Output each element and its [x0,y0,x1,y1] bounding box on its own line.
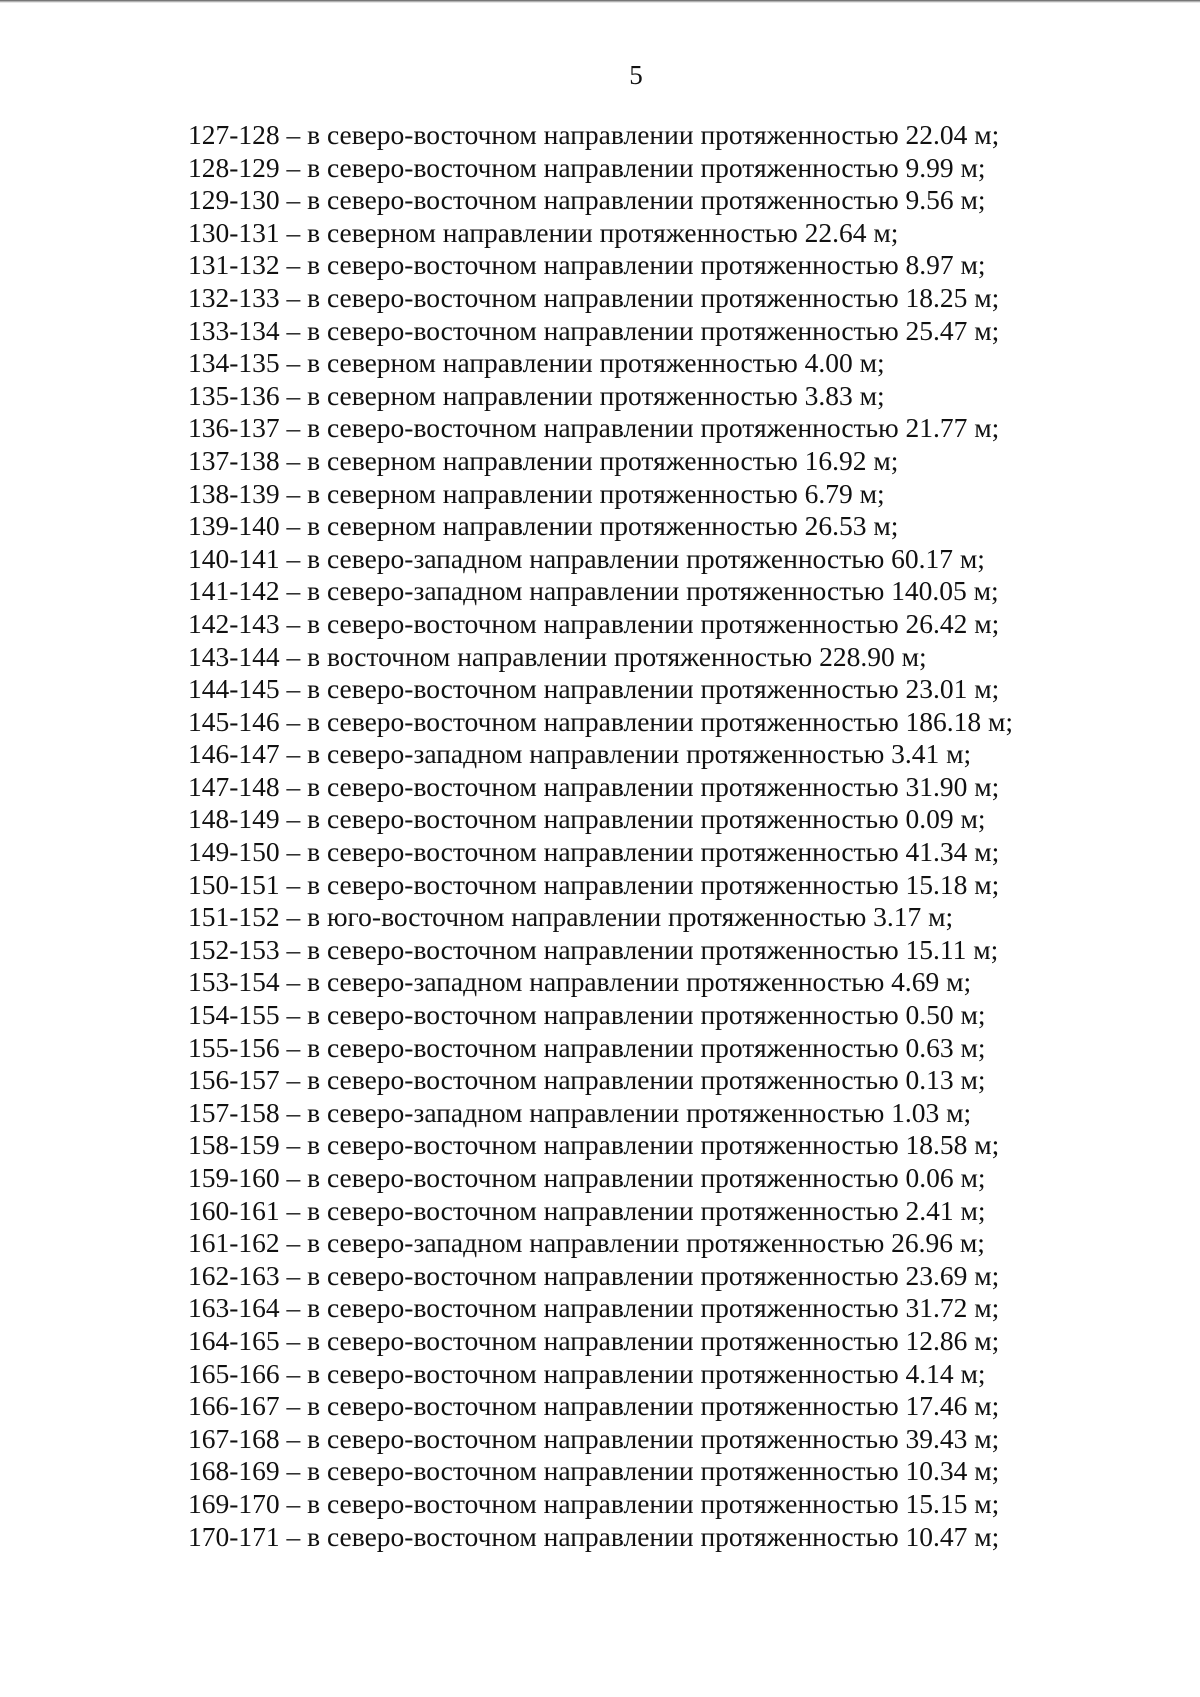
boundary-segment-line: 141-142 – в северо-западном направлении протяженностью 140.05 м; [188,575,999,607]
boundary-segment-line: 162-163 – в северо-восточном направлении протяженностью 23.69 м; [188,1259,1000,1291]
boundary-segment-line: 139-140 – в северном направлении протяженностью 26.53 м; [188,510,899,542]
boundary-segment-line: 170-171 – в северо-восточном направлении протяженностью 10.47 м; [188,1520,1000,1552]
boundary-segment-line: 127-128 – в северо-восточном направлении протяженностью 22.04 м; [188,119,1000,150]
boundary-segment-line: 132-133 – в северо-восточном направлении протяженностью 18.25 м; [188,281,1000,313]
boundary-segment-line: 144-145 – в северо-восточном направлении протяженностью 23.01 м; [188,673,1000,705]
boundary-segment-line: 151-152 – в юго-восточном направлении протяженностью 3.17 м; [188,901,954,933]
boundary-segment-line: 157-158 – в северо-западном направлении протяженностью 1.03 м; [188,1096,972,1128]
boundary-segment-line: 145-146 – в северо-восточном направлении протяженностью 186.18 м; [188,705,1014,737]
boundary-segment-line: 133-134 – в северо-восточном направлении протяженностью 25.47 м; [188,314,1000,346]
boundary-segment-line: 154-155 – в северо-восточном направлении протяженностью 0.50 м; [188,999,986,1031]
boundary-segment-line: 150-151 – в северо-восточном направлении протяженностью 15.18 м; [188,868,1000,900]
boundary-segment-line: 152-153 – в северо-восточном направлении протяженностью 15.11 м; [188,933,999,965]
boundary-segment-line: 163-164 – в северо-восточном направлении протяженностью 31.72 м; [188,1292,1000,1324]
boundary-segment-line: 134-135 – в северном направлении протяженностью 4.00 м; [188,347,885,379]
boundary-segment-line: 168-169 – в северо-восточном направлении протяженностью 10.34 м; [188,1455,1000,1487]
boundary-segment-line: 140-141 – в северо-западном направлении протяженностью 60.17 м; [188,542,985,574]
boundary-segment-line: 165-166 – в северо-восточном направлении протяженностью 4.14 м; [188,1357,986,1389]
boundary-segment-list [188,119,1088,1553]
boundary-segment-line: 161-162 – в северо-западном направлении протяженностью 26.96 м; [188,1227,985,1259]
boundary-segment-line: 160-161 – в северо-восточном направлении протяженностью 2.41 м; [188,1194,986,1226]
boundary-segment-line: 149-150 – в северо-восточном направлении протяженностью 41.34 м; [188,836,1000,868]
boundary-segment-line: 138-139 – в северном направлении протяженностью 6.79 м; [188,477,885,509]
boundary-segment-line: 136-137 – в северо-восточном направлении протяженностью 21.77 м; [188,412,1000,444]
boundary-segment-line: 167-168 – в северо-восточном направлении протяженностью 39.43 м; [188,1422,1000,1454]
boundary-segment-line: 146-147 – в северо-западном направлении протяженностью 3.41 м; [188,738,972,770]
boundary-segment-line: 169-170 – в северо-восточном направлении протяженностью 15.15 м; [188,1487,1000,1519]
boundary-segment-line: 129-130 – в северо-восточном направлении протяженностью 9.56 м; [188,184,986,216]
boundary-segment-line: 156-157 – в северо-восточном направлении протяженностью 0.13 м; [188,1064,986,1096]
boundary-segment-line: 164-165 – в северо-восточном направлении протяженностью 12.86 м; [188,1324,1000,1356]
boundary-segment-line: 142-143 – в северо-восточном направлении протяженностью 26.42 м; [188,607,1000,639]
boundary-segment-line: 159-160 – в северо-восточном направлении протяженностью 0.06 м; [188,1162,986,1193]
boundary-segment-line: 148-149 – в северо-восточном направлении протяженностью 0.09 м; [188,803,986,835]
page-number: 5 [629,60,643,90]
boundary-segment-line: 143-144 – в восточном направлении протяженностью 228.90 м; [188,640,927,672]
boundary-segment-line: 158-159 – в северо-восточном направлении протяженностью 18.58 м; [188,1129,1000,1161]
boundary-segment-line: 131-132 – в северо-восточном направлении протяженностью 8.97 м; [188,249,986,281]
boundary-segment-line: 155-156 – в северо-восточном направлении протяженностью 0.63 м; [188,1031,986,1063]
boundary-segment-line: 135-136 – в северном направлении протяженностью 3.83 м; [188,379,885,411]
boundary-segment-line: 128-129 – в северо-восточном направлении протяженностью 9.99 м; [188,151,986,183]
boundary-segment-line: 137-138 – в северном направлении протяженностью 16.92 м; [188,444,899,476]
boundary-segment-line: 166-167 – в северо-восточном направлении протяженностью 17.46 м; [188,1390,1000,1422]
boundary-segment-line: 130-131 – в северном направлении протяженностью 22.64 м; [188,216,899,248]
scan-edge-line [0,0,1200,3]
boundary-segment-line: 153-154 – в северо-западном направлении протяженностью 4.69 м; [188,966,972,998]
boundary-segment-line: 147-148 – в северо-восточном направлении протяженностью 31.90 м; [188,770,1000,802]
